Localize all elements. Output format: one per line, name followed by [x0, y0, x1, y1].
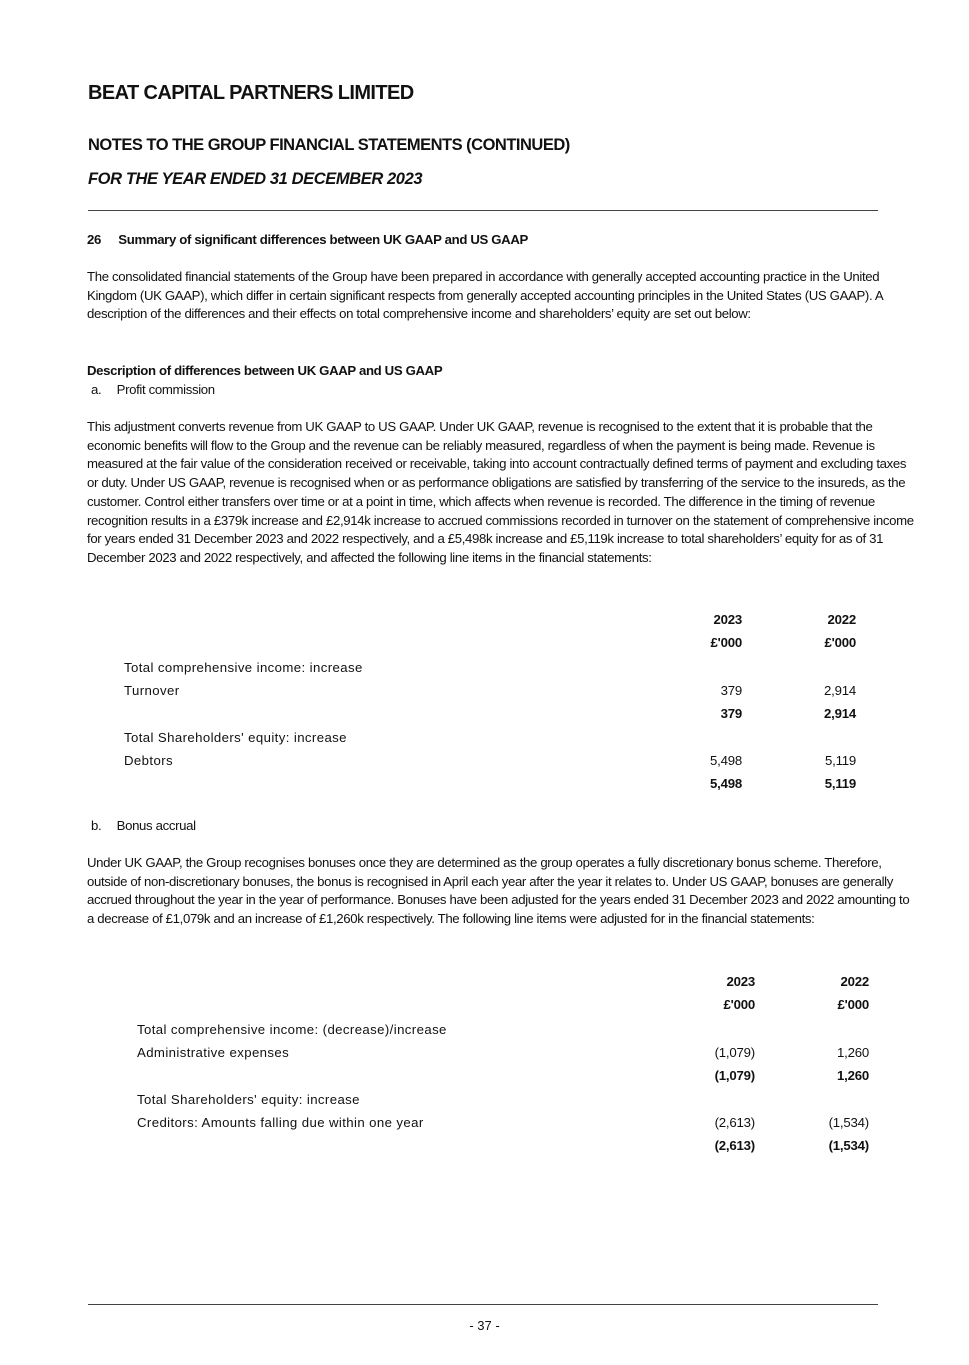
value-2022: (1,534): [828, 1114, 869, 1130]
value-2022: 5,119: [824, 752, 856, 768]
part-a-paragraph: This adjustment converts revenue from UK GAAP to US GAAP. Under UK GAAP, revenue is recognised to the extent that it is probable that the economic benefits will flow to the Group and the revenue can be reliably measured, regardless of when the payment is being made. Revenue is measured at the fair value of the consideration received or receivable, taking into account contractually defined terms of payment and excluding taxes or duty. Under US GAAP, revenue is recognised when or as performance obligations are satisfied by transferring of the service to the insureds, as the customer. Control either transfers over time or at a point in time, which affects when revenue is recorded. The difference in the timing of revenue recognition results in a £379k increase and £2,914k increase to accrued commissions recorded in turnover on the statement of comprehensive income for years ended 31 December 2023 and 2022 respectively, and a £5,498k increase and £5,119k increase to total shareholders’ equity for as of 31 December 2023 and 2022 respectively, and affected the following line items in the financial statements:: [87, 419, 914, 565]
section-heading: [87, 231, 915, 250]
row-label: Total Shareholders' equity: increase: [137, 1091, 360, 1107]
subtotal-2023: 5,498: [709, 776, 742, 791]
subtotal-2022: 2,914: [823, 706, 856, 722]
document-title: NOTES TO THE GROUP FINANCIAL STATEMENTS (CONTINUED): [88, 136, 570, 154]
section-number: 26: [87, 232, 101, 247]
profit-commission-table: [0, 610, 969, 800]
part-b-title: Bonus accrual: [116, 818, 196, 833]
value-2023: (1,079): [714, 1045, 755, 1061]
bonus-accrual-table: [0, 972, 969, 1162]
part-b-paragraph: Under UK GAAP, the Group recognises bonuses once they are determined as the group operates a fully discretionary bonus scheme. Therefore, outside of non-discretionary bonuses, the bonus is recognised in April each year after the year it relates to. Under US GAAP, bonuses are generally accrued throughout the year in the year of performance. Bonuses have been adjusted for the years ended 31 December 2023 and 2022 amounting to a decrease of £1,079k and an increase of £1,260k respectively. The following line items were adjusted for in the financial statements:: [87, 855, 910, 927]
row-label: Debtors: [124, 752, 173, 768]
row-label: Total comprehensive income: (decrease)/increase: [137, 1022, 447, 1037]
value-2023: 5,498: [709, 752, 742, 768]
part-a-heading: [87, 381, 915, 400]
row-label: Total Shareholders' equity: increase: [124, 729, 347, 745]
part-b-heading: [87, 817, 915, 836]
footer-divider: [88, 1304, 878, 1305]
section-title: Summary of significant differences between UK GAAP and US GAAP: [118, 232, 528, 247]
part-b-letter: b.: [91, 818, 102, 833]
subtotal-2022: 5,119: [824, 776, 856, 791]
column-year-2022: 2022: [840, 974, 869, 989]
value-2022: 2,914: [823, 683, 856, 699]
value-2022: 1,260: [836, 1045, 869, 1061]
subtotal-2023: (2,613): [714, 1138, 755, 1153]
part-a-letter: a.: [91, 382, 102, 397]
row-label: Administrative expenses: [137, 1045, 290, 1061]
subtotal-2022: (1,534): [828, 1138, 869, 1153]
value-2023: 379: [720, 683, 742, 699]
column-unit-2023: £'000: [710, 635, 742, 650]
column-year-2023: 2023: [726, 974, 755, 989]
part-a-title: Profit commission: [116, 382, 215, 397]
subtotal-2023: 379: [720, 706, 742, 722]
intro-paragraph: The consolidated financial statements of the Group have been prepared in accordance with generally accepted accounting practice in the United Kingdom (UK GAAP), which differ in certain significant respects from generally accepted accounting principles in the United States (US GAAP). A description of the differences and their effects on total comprehensive income and shareholders’ equity are set out below:: [87, 269, 883, 322]
value-2023: (2,613): [714, 1114, 755, 1130]
column-unit-2023: £'000: [723, 997, 755, 1012]
differences-subheading: Description of differences between UK GAAP and US GAAP: [87, 363, 443, 378]
company-name: BEAT CAPITAL PARTNERS LIMITED: [88, 82, 414, 104]
column-unit-2022: £'000: [837, 997, 869, 1012]
row-label: Total comprehensive income: increase: [124, 660, 363, 675]
subtotal-2022: 1,260: [836, 1068, 869, 1084]
column-unit-2022: £'000: [824, 635, 856, 650]
column-year-2022: 2022: [827, 612, 856, 627]
subtotal-2023: (1,079): [714, 1068, 755, 1084]
row-label: Creditors: Amounts falling due within one year: [137, 1114, 424, 1130]
page-number: - 37 -: [469, 1318, 500, 1333]
row-label: Turnover: [124, 683, 180, 699]
header-divider: [88, 210, 878, 211]
period-subtitle: FOR THE YEAR ENDED 31 DECEMBER 2023: [88, 170, 423, 188]
column-year-2023: 2023: [713, 612, 742, 627]
